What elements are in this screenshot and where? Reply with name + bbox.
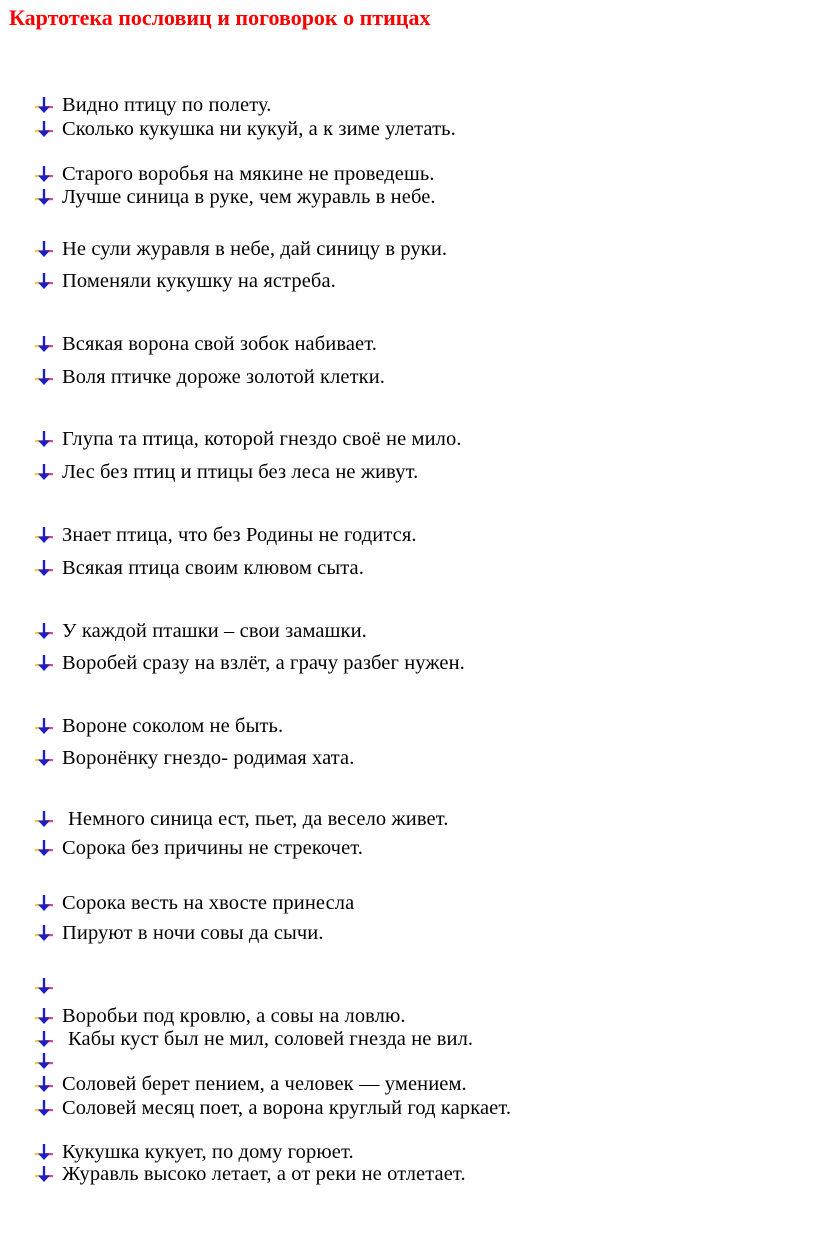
list-item bbox=[33, 522, 417, 548]
list-item bbox=[33, 890, 354, 916]
proverb-text: Воронёнку гнездо- родимая хата. bbox=[62, 747, 355, 769]
arrow-down-bullet-icon bbox=[33, 894, 55, 912]
list-item bbox=[33, 1095, 511, 1121]
arrow-down-bullet-icon bbox=[33, 120, 55, 138]
proverb-text: Воробьи под кровлю, а совы на ловлю. bbox=[62, 1005, 406, 1027]
arrow-down-bullet-icon bbox=[33, 188, 55, 206]
list-item bbox=[33, 650, 465, 676]
arrow-down-bullet-icon bbox=[33, 368, 55, 386]
arrow-down-bullet-icon bbox=[33, 1143, 55, 1161]
arrow-down-bullet-icon bbox=[33, 272, 55, 290]
proverb-text: Лучше синица в руке, чем журавль в небе. bbox=[62, 186, 436, 208]
arrow-down-bullet-icon bbox=[33, 1030, 55, 1048]
arrow-down-bullet-icon bbox=[33, 165, 55, 183]
arrow-down-bullet-icon bbox=[33, 1165, 55, 1183]
list-item bbox=[33, 806, 448, 832]
proverb-text: Сколько кукушка ни кукуй, а к зиме улетать. bbox=[62, 118, 456, 140]
list-item bbox=[33, 426, 462, 452]
arrow-down-bullet-icon bbox=[33, 924, 55, 942]
page-title: Картотека пословиц и поговорок о птицах bbox=[9, 5, 431, 30]
list-item bbox=[33, 116, 456, 142]
arrow-down-bullet-icon bbox=[33, 1052, 55, 1070]
arrow-down-bullet-icon bbox=[33, 717, 55, 735]
arrow-down-bullet-icon bbox=[33, 810, 55, 828]
list-item bbox=[33, 268, 336, 294]
list-item bbox=[33, 745, 354, 771]
arrow-down-bullet-icon bbox=[33, 622, 55, 640]
proverb-text: У каждой пташки – свои замашки. bbox=[62, 620, 367, 642]
proverb-text: Немного синица ест, пьет, да весело живет. bbox=[68, 808, 449, 830]
list-item bbox=[33, 236, 447, 262]
arrow-down-bullet-icon bbox=[33, 463, 55, 481]
arrow-down-bullet-icon bbox=[33, 1075, 55, 1093]
list-item bbox=[33, 835, 363, 861]
proverb-text: Знает птица, что без Родины не годится. bbox=[62, 524, 417, 546]
arrow-down-bullet-icon bbox=[33, 654, 55, 672]
arrow-down-bullet-icon bbox=[33, 559, 55, 577]
proverb-text: Лес без птиц и птицы без леса не живут. bbox=[62, 461, 419, 483]
proverb-text: Старого воробья на мякине не проведешь. bbox=[62, 163, 435, 185]
proverb-text: Соловей берет пением, а человек — умением. bbox=[62, 1073, 467, 1095]
list-item bbox=[33, 920, 324, 946]
arrow-down-bullet-icon bbox=[33, 430, 55, 448]
proverb-text: Пируют в ночи совы да сычи. bbox=[62, 922, 324, 944]
arrow-down-bullet-icon bbox=[33, 839, 55, 857]
list-item bbox=[33, 618, 367, 644]
proverb-text: Кабы куст был не мил, соловей гнезда не вил. bbox=[68, 1028, 474, 1050]
arrow-down-bullet-icon bbox=[33, 96, 55, 114]
arrow-down-bullet-icon bbox=[33, 240, 55, 258]
list-item bbox=[33, 92, 272, 118]
proverb-text: Не сули журавля в небе, дай синицу в руки. bbox=[62, 238, 448, 260]
proverb-text: Журавль высоко летает, а от реки не отлетает. bbox=[62, 1163, 466, 1185]
list-item bbox=[33, 973, 62, 999]
proverb-text: Кукушка кукует, по дому горюет. bbox=[62, 1141, 354, 1163]
list-item bbox=[33, 459, 418, 485]
arrow-down-bullet-icon bbox=[33, 526, 55, 544]
list-item bbox=[33, 364, 385, 390]
proverb-text: Видно птицу по полету. bbox=[62, 94, 272, 116]
proverb-text: Соловей месяц поет, а ворона круглый год каркает. bbox=[62, 1097, 512, 1119]
proverb-text: Всякая ворона свой зобок набивает. bbox=[62, 333, 377, 355]
proverb-text: Воробей сразу на взлёт, а грачу разбег нужен. bbox=[62, 652, 465, 674]
proverb-text: Поменяли кукушку на ястреба. bbox=[62, 270, 336, 292]
proverb-text: Воля птичке дороже золотой клетки. bbox=[62, 366, 386, 388]
proverb-text: Глупа та птица, которой гнездо своё не мило. bbox=[62, 428, 462, 450]
arrow-down-bullet-icon bbox=[33, 749, 55, 767]
proverb-text: Сорока весть на хвосте принесла bbox=[62, 892, 355, 914]
list-item bbox=[33, 331, 377, 357]
arrow-down-bullet-icon bbox=[33, 1099, 55, 1117]
proverb-text: Сорока без причины не стрекочет. bbox=[62, 837, 364, 859]
list-item bbox=[33, 1161, 466, 1187]
proverb-text: Вороне соколом не быть. bbox=[62, 715, 284, 737]
proverb-text: Всякая птица своим клювом сыта. bbox=[62, 557, 364, 579]
list-item bbox=[33, 184, 436, 210]
arrow-down-bullet-icon bbox=[33, 1007, 55, 1025]
arrow-down-bullet-icon bbox=[33, 335, 55, 353]
list-item bbox=[33, 555, 364, 581]
list-item bbox=[33, 713, 283, 739]
list-item bbox=[33, 1026, 473, 1052]
list-item bbox=[33, 1071, 467, 1097]
arrow-down-bullet-icon bbox=[33, 977, 55, 995]
